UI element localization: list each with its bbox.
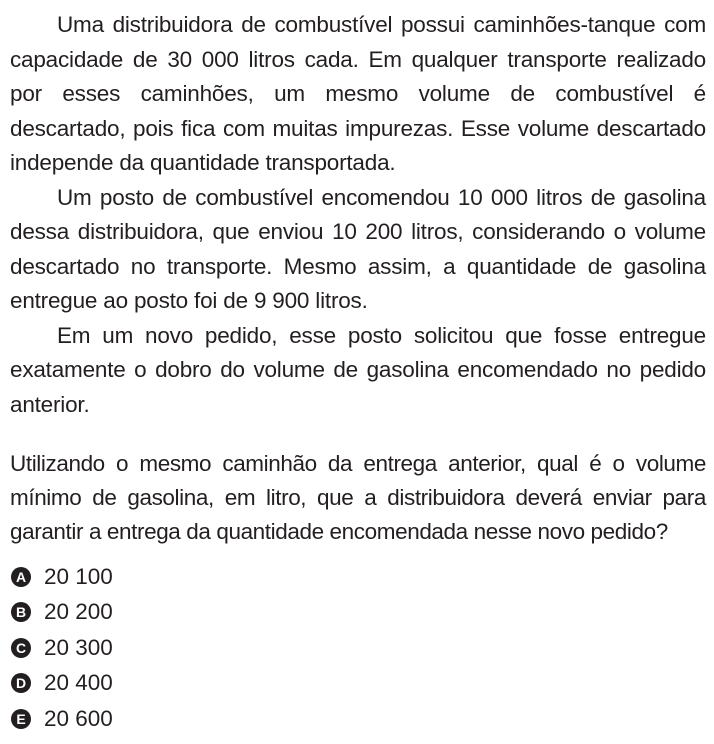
option-text: 20 600 — [44, 705, 113, 731]
option-b[interactable] — [10, 595, 706, 631]
option-letter-badge-icon: B — [11, 602, 31, 622]
question-document — [10, 8, 706, 737]
statement-paragraph-3: Em um novo pedido, esse posto solicitou que fosse entregue exatamente o dobro do volume de gasolina encomendado no pedido anterior. — [10, 322, 706, 417]
question-prompt: Utilizando o mesmo caminhão da entrega anterior, qual é o volume mínimo de gasolina, em litro, que a distribuidora deverá enviar para garantir a entrega da quantidade encomendada nesse novo pedido? — [10, 451, 706, 544]
option-c[interactable] — [10, 630, 706, 666]
option-letter-badge-icon: E — [11, 709, 31, 729]
statement-paragraph-1: Uma distribuidora de combustível possui caminhões-tanque com capacidade de 30 000 litros cada. Em qualquer transporte realizado por esses caminhões, um mesmo volume de combustível é descartado, pois fica com muitas impurezas. Esse volume descartado independe da quantidade transportada. — [10, 12, 706, 175]
option-text: 20 400 — [44, 670, 113, 696]
option-text: 20 100 — [44, 563, 113, 589]
option-letter-badge-icon: D — [11, 673, 31, 693]
option-letter-badge-icon: A — [11, 567, 31, 587]
option-text: 20 200 — [44, 599, 113, 625]
answer-options — [10, 559, 706, 737]
statement-paragraph-2: Um posto de combustível encomendou 10 000 litros de gasolina dessa distribuidora, que enviou 10 200 litros, considerando o volume descartado no transporte. Mesmo assim, a quantidade de gasolina entregue ao posto foi de 9 900 litros. — [10, 184, 706, 313]
option-a[interactable] — [10, 559, 706, 595]
option-text: 20 300 — [44, 634, 113, 660]
option-d[interactable] — [10, 666, 706, 702]
option-e[interactable] — [10, 701, 706, 737]
option-letter-badge-icon: C — [11, 638, 31, 658]
